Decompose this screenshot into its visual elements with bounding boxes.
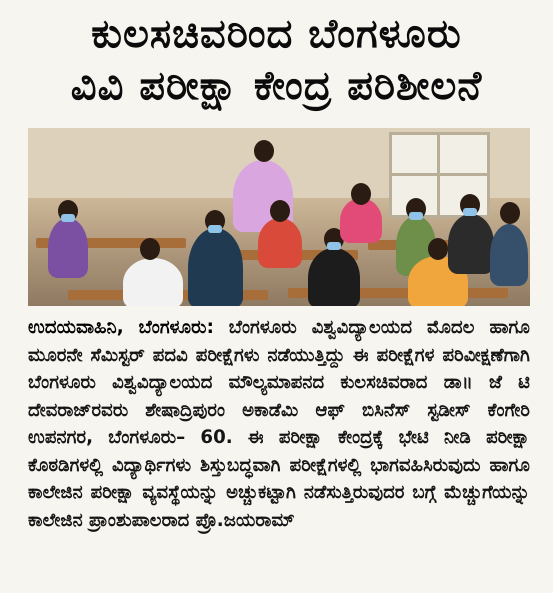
face-mask [61,214,75,222]
article-text: ಬೆಂಗಳೂರು ವಿಶ್ವವಿದ್ಯಾಲಯದ ಮೊದಲ ಹಾಗೂ ಮೂರನೇ ಸೆಮಿಸ್ಟರ್ ಪದವಿ ಪರೀಕ್ಷೆಗಳು ನಡೆಯುತ್ತಿದ್ದು ಈ ಪರೀಕ್ಷೆಗಳ ಪರಿವೀಕ್ಷಣೆಗಾಗಿ ಬೆಂಗಳೂರು ವಿಶ್ವವಿದ್ಯಾಲಯದ ಮೌಲ್ಯಮಾಪನದ ಕುಲಸಚಿವರಾದ ಡಾ॥ ಜೆ ಟಿ ದೇವರಾಜ್‌ರವರು ಶೇಷಾದ್ರಿಪುರಂ ಅಕಾಡೆಮಿ ಆಫ್ ಬಿಸಿನೆಸ್ ಸ್ಟಡೀಸ್ ಕೆಂಗೇರಿ ಉಪನಗರ, ಬೆಂಗಳೂರು– 60. ಈ ಪರೀಕ್ಷಾ ಕೇಂದ್ರಕ್ಕೆ ಭೇಟಿ ನೀಡಿ ಪರೀಕ್ಷಾ ಕೊಠಡಿಗಳಲ್ಲಿ ವಿದ್ಯಾರ್ಥಿಗಳು ಶಿಸ್ತುಬದ್ಧವಾಗಿ ಪರೀಕ್ಷೆಗಳಲ್ಲಿ ಭಾಗವಹಿಸಿರುವುದು ಹಾಗೂ ಕಾಲೇಜಿನ ಪರೀಕ್ಷಾ ವ್ಯವಸ್ಥೆಯನ್ನು ಅಚ್ಚುಕಟ್ಟಾಗಿ ನಡೆಸುತ್ತಿರುವುದರ ಬಗ್ಗೆ ಮೆಚ್ಚುಗೆಯನ್ನು ಕಾಲೇಜಿನ ಪ್ರಾಂಶುಪಾಲರಾದ ಪ್ರೊ.ಜಯರಾಮ್ [28,317,530,531]
dateline: ಉದಯವಾಹಿನಿ, ಬೆಂಗಳೂರು: [28,317,214,338]
headline [0,8,553,112]
face-mask [327,242,341,250]
article-body [28,314,530,534]
exam-hall-photo [28,128,530,306]
student [448,214,494,274]
student-head [270,200,290,222]
headline-line-1: ಕುಲಸಚಿವರಿಂದ ಬೆಂಗಳೂರು [91,11,462,57]
student [308,248,360,306]
student [123,258,183,306]
student-head [428,238,448,260]
student [258,218,302,268]
examiner-head [254,140,274,162]
headline-line-2: ವಿವಿ ಪರೀಕ್ಷಾ ಕೇಂದ್ರ ಪರಿಶೀಲನೆ [70,63,483,109]
student-head [140,238,160,260]
face-mask [463,208,477,216]
student-head [351,183,371,205]
student-head [500,202,520,224]
face-mask [409,212,423,220]
student [490,224,528,286]
student [188,228,243,306]
face-mask [208,225,222,233]
student [48,218,88,278]
